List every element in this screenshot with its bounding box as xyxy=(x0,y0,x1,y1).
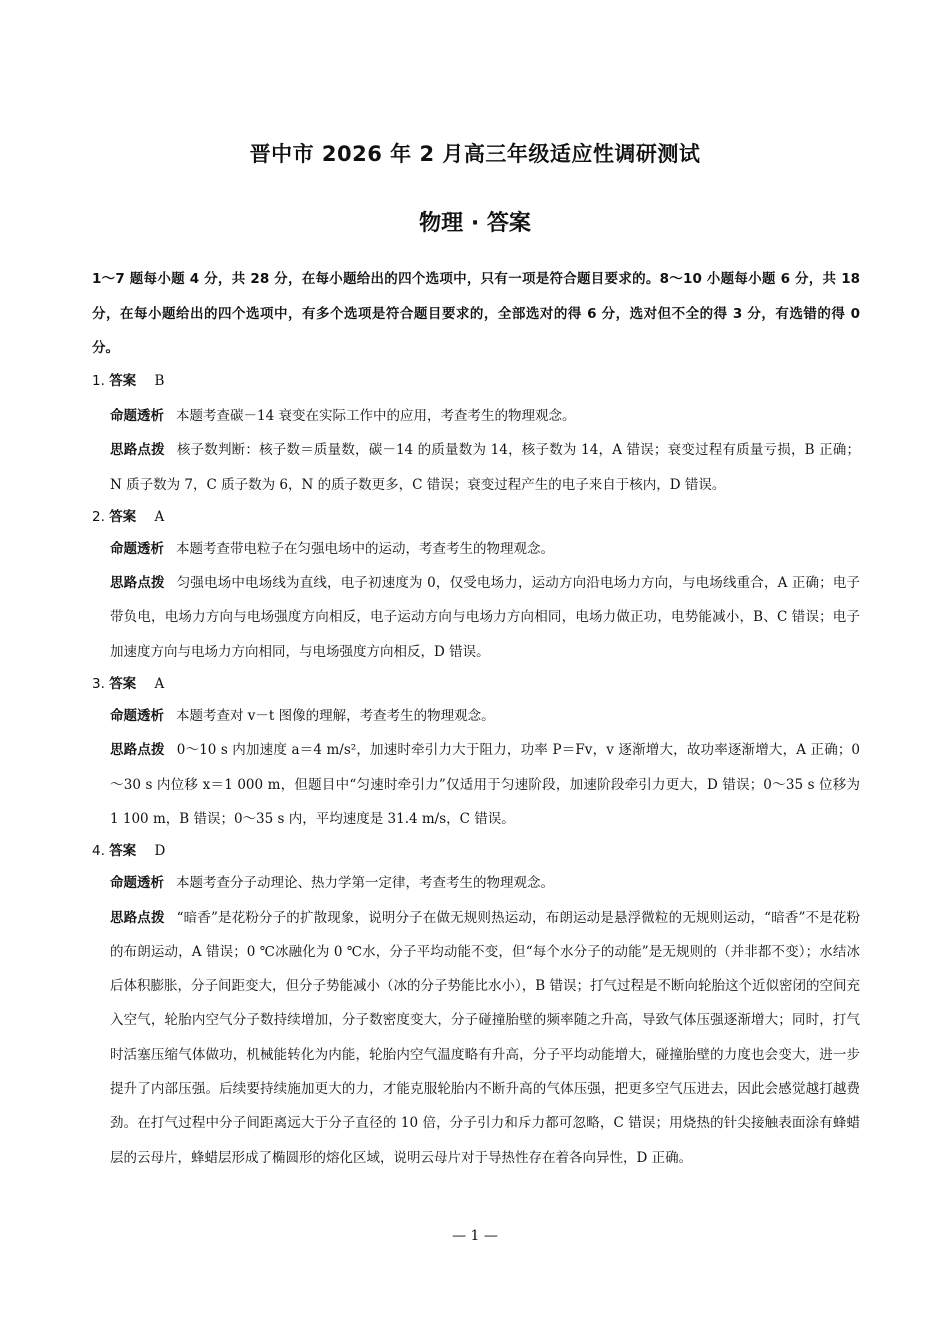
answer-label: 答案 xyxy=(109,373,137,389)
hint-label: 思路点拨 xyxy=(110,575,165,592)
intent-text: 本题考查对 v－t 图像的理解，考查考生的物理观念。 xyxy=(176,708,495,725)
answer-label: 答案 xyxy=(109,843,137,860)
hint-text: 0～10 s 内加速度 a＝4 m/s²，加速时牵引力大于阻力，功率 P＝Fv，v 逐渐增大，故功率逐渐增大，A 正确；0～30 s 内位移 x＝1 000 m，但题目中“匀速时牵引力”仅适用于匀速阶段，加速阶段牵引力更大，D 错误；0～35 s 位移为 1 100 m，B 错误；0～35 s 内，平均速度是 31.4 m/s，C 错误。 xyxy=(110,742,860,827)
answer-label: 答案 xyxy=(109,508,137,525)
intent-label: 命题透析 xyxy=(110,708,164,725)
intent-paragraph xyxy=(110,866,860,900)
intent-paragraph xyxy=(110,532,860,566)
intent-label: 命题透析 xyxy=(110,875,164,892)
answers-list xyxy=(92,366,860,1175)
hint-text: 核子数判断：核子数＝质量数，碳－14 的质量数为 14，核子数为 14，A 错误；衰变过程有质量亏损，B 正确；N 质子数为 7，C 质子数为 6，N 的质子数更多，C 错误；衰变过程产生的电子来自于核内，D 错误。 xyxy=(110,442,860,493)
page-number: — 1 — xyxy=(452,1228,498,1244)
question-number: 1. xyxy=(92,373,105,389)
answer-value: A xyxy=(154,508,165,525)
answer-value: A xyxy=(154,676,165,693)
answer-value: B xyxy=(154,373,165,389)
answer-line xyxy=(92,366,860,396)
page-title: 晋中市 2026 年 2 月高三年级适应性调研测试 xyxy=(249,142,701,166)
answer-value: D xyxy=(154,843,166,860)
question-1 xyxy=(92,366,860,502)
instructions-paragraph: 1～7 题每小题 4 分，共 28 分，在每小题给出的四个选项中，只有一项是符合题目要求的。8～10 小题每小题 6 分，共 18 分，在每小题给出的四个选项中，有多个选项是符合题目要求的，全部选对的得 6 分，选对但不全的得 3 分，有选错的得 0 分。 xyxy=(92,271,860,356)
intent-paragraph xyxy=(110,699,860,733)
question-3 xyxy=(92,669,860,836)
question-number: 3. xyxy=(92,676,105,693)
hint-paragraph xyxy=(110,733,860,836)
hint-paragraph xyxy=(110,566,860,669)
intent-label: 命题透析 xyxy=(110,540,164,557)
question-2 xyxy=(92,502,860,669)
question-number: 2. xyxy=(92,508,105,525)
answer-label: 答案 xyxy=(109,676,137,693)
intent-label: 命题透析 xyxy=(110,408,164,424)
hint-label: 思路点拨 xyxy=(110,442,165,459)
page-subtitle: 物理 · 答案 xyxy=(419,211,531,236)
answer-line xyxy=(92,669,860,699)
answer-line xyxy=(92,502,860,532)
intent-text: 本题考查带电粒子在匀强电场中的运动，考查考生的物理观念。 xyxy=(176,540,554,557)
hint-text: “暗香”是花粉分子的扩散现象，说明分子在做无规则热运动，布朗运动是悬浮微粒的无规则运动，“暗香”不是花粉的布朗运动，A 错误；0 ℃冰融化为 0 ℃水，分子平均动能不变，但“每个水分子的动能”是无规则的（并非都不变）；水结冰后体积膨胀，分子间距变大，但分子势能减小（冰的分子势能比水小），B 错误；打气过程是不断向轮胎这个近似密闭的空间充入空气，轮胎内空气分子数持续增加，分子数密度变大，分子碰撞胎壁的频率随之升高，导致气体压强逐渐增大；同时，打气时活塞压缩气体做功，机械能转化为内能，轮胎内空气温度略有升高，分子平均动能增大，碰撞胎壁的力度也会变大，进一步提升了内部压强。后续要持续施加更大的力，才能克服轮胎内不断升高的气体压强，把更多空气压进去，因此会感觉越打越费劲。在打气过程中分子间距离远大于分子直径的 10 倍，分子引力和斥力都可忽略，C 错误；用烧热的针尖接触表面涂有蜂蜡层的云母片，蜂蜡层形成了椭圆形的熔化区域，说明云母片对于导热性存在着各向异性，D 正确。 xyxy=(110,909,861,1166)
question-number: 4. xyxy=(92,843,105,860)
hint-paragraph xyxy=(110,433,860,502)
hint-text: 匀强电场中电场线为直线，电子初速度为 0，仅受电场力，运动方向沿电场力方向，与电场线重合，A 正确；电子带负电，电场力方向与电场强度方向相反，电子运动方向与电场力方向相同，电场力做正功，电势能减小，B、C 错误；电子加速度方向与电场力方向相同，与电场强度方向相反，D 错误。 xyxy=(110,575,861,660)
intent-text: 本题考查碳－14 衰变在实际工作中的应用，考查考生的物理观念。 xyxy=(176,408,576,424)
hint-paragraph xyxy=(110,901,860,1175)
question-4 xyxy=(92,836,860,1175)
answer-line xyxy=(92,836,860,866)
intent-text: 本题考查分子动理论、热力学第一定律，考查考生的物理观念。 xyxy=(176,875,554,892)
hint-label: 思路点拨 xyxy=(110,742,165,759)
hint-label: 思路点拨 xyxy=(110,909,165,926)
intent-paragraph xyxy=(110,399,860,433)
